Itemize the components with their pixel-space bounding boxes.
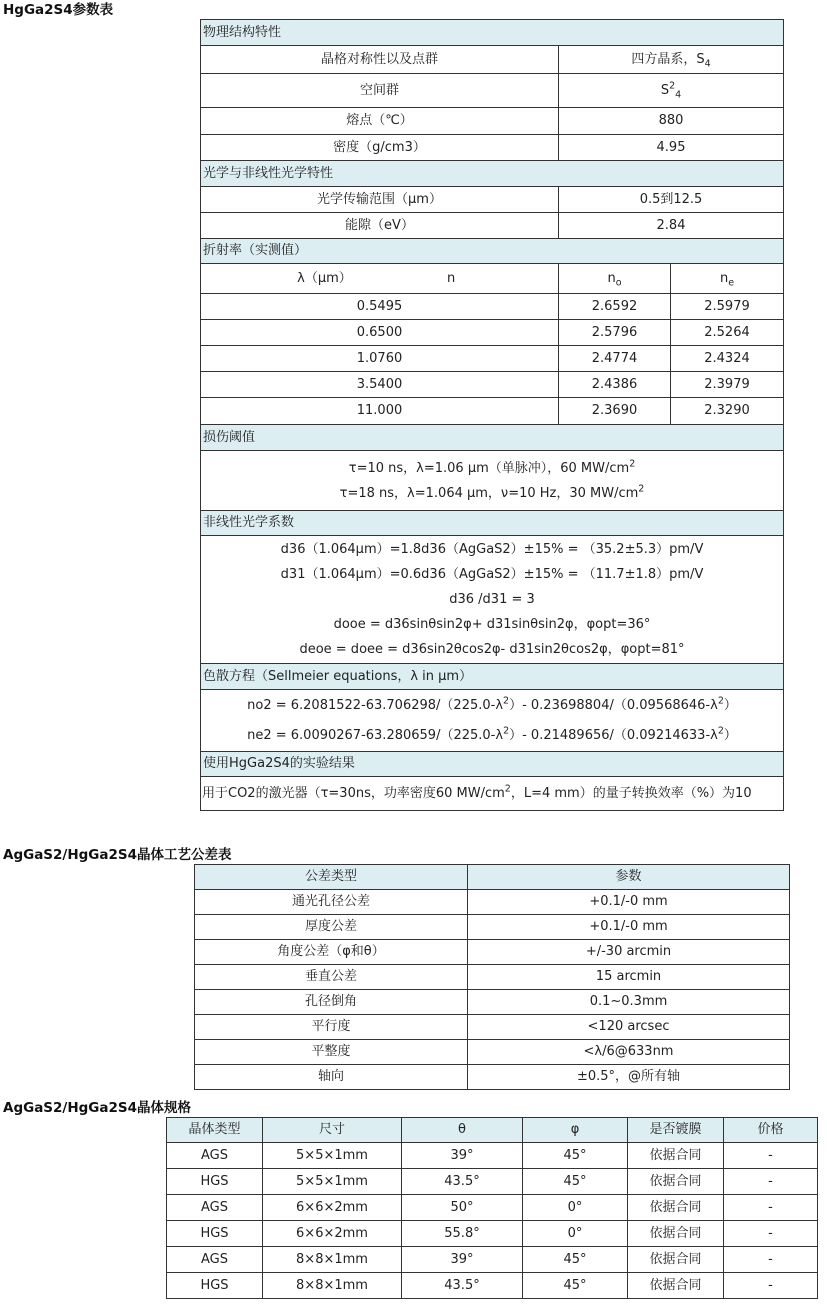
table-row — [201, 294, 784, 320]
table-row — [195, 965, 790, 990]
d36-line: d36（1.064μm）=1.8d36（AgGaS2）±15% = （35.2±5.3）pm/V — [280, 542, 704, 557]
wavelength-cell: 3.5400 — [201, 372, 559, 398]
density-value: 4.95 — [559, 135, 784, 161]
price: - — [724, 1273, 818, 1299]
tolerance-value: ±0.5°，@所有轴 — [468, 1065, 790, 1090]
size: 5×5×1mm — [263, 1143, 402, 1169]
col-phi: φ — [523, 1118, 628, 1143]
section-optical: 光学与非线性光学特性 — [201, 161, 784, 187]
no-cell: 2.5796 — [559, 320, 671, 346]
tolerance-value: 15 arcmin — [468, 965, 790, 990]
crystal-type: HGS — [167, 1169, 263, 1195]
d31-line: d31（1.064μm）=0.6d36（AgGaS2）±15% = （11.7±1.8）pm/V — [280, 567, 704, 582]
ne-cell: 2.5979 — [671, 294, 784, 320]
refr-col-ne: $n_e$ — [671, 264, 784, 294]
transmission-label: 光学传输范围（μm） — [201, 187, 559, 213]
col-size: 尺寸 — [263, 1118, 402, 1143]
table-row — [201, 372, 784, 398]
size: 5×5×1mm — [263, 1169, 402, 1195]
tolerance-type: 平整度 — [195, 1040, 468, 1065]
no2-equation: $no2 = 6.2081522-63.706298/(225.0-\lambda^2)-$ $0.23698804/(0.09568646-\lambda^2)$ — [247, 695, 737, 713]
damage-line-1: τ=10 ns，λ=1.06 μm（单脉冲），60 $MW/cm^2$ — [348, 458, 636, 476]
size: 6×6×2mm — [263, 1221, 402, 1247]
crystal-type: AGS — [167, 1195, 263, 1221]
table-row — [167, 1221, 818, 1247]
table-row — [201, 398, 784, 425]
hgga2s4-params-table — [200, 19, 784, 811]
col-theta: θ — [402, 1118, 523, 1143]
col-tolerance-type: 公差类型 — [195, 865, 468, 890]
coating: 依据合同 — [628, 1221, 724, 1247]
tolerance-value: +0.1/-0 mm — [468, 915, 790, 940]
table-row — [195, 940, 790, 965]
tolerance-value: +/-30 arcmin — [468, 940, 790, 965]
wavelength-cell: 0.5495 — [201, 294, 559, 320]
tolerance-table — [194, 864, 790, 1090]
coating: 依据合同 — [628, 1143, 724, 1169]
bandgap-label: 能隙（eV） — [201, 213, 559, 239]
coating: 依据合同 — [628, 1195, 724, 1221]
table-row — [167, 1273, 818, 1299]
theta: 55.8° — [402, 1221, 523, 1247]
table-row — [167, 1247, 818, 1273]
section-nonlinear-coefficients: 非线性光学系数 — [201, 511, 784, 536]
damage-threshold-values — [201, 451, 784, 511]
bandgap-value: 2.84 — [559, 213, 784, 239]
tolerance-type: 厚度公差 — [195, 915, 468, 940]
ne-cell: 2.3979 — [671, 372, 784, 398]
crystal-type: HGS — [167, 1273, 263, 1299]
phi: 45° — [523, 1169, 628, 1195]
table-row — [195, 890, 790, 915]
dooe-line: dooe = d36sinθsin2φ+ d31sinθsin2φ，φopt=36° — [333, 617, 651, 632]
space-group-value: $S^2_4$ — [559, 74, 784, 108]
specs-table-heading: AgGaS2/HgGa2S4晶体规格 — [3, 1100, 192, 1116]
table-row — [195, 1065, 790, 1090]
refr-col-header: λ（μm） n — [201, 264, 559, 294]
tolerance-type: 垂直公差 — [195, 965, 468, 990]
melting-point-label: 熔点（℃） — [201, 108, 559, 135]
tolerance-type: 角度公差（φ和θ） — [195, 940, 468, 965]
table-row — [167, 1169, 818, 1195]
phi: 0° — [523, 1221, 628, 1247]
tolerance-value: 0.1~0.3mm — [468, 990, 790, 1015]
table-row — [195, 1040, 790, 1065]
price: - — [724, 1195, 818, 1221]
params-table-heading: HgGa2S4参数表 — [3, 2, 114, 18]
melting-point-value: 880 — [559, 108, 784, 135]
size: 8×8×1mm — [263, 1273, 402, 1299]
theta: 43.5° — [402, 1273, 523, 1299]
wavelength-cell: 0.6500 — [201, 320, 559, 346]
tolerance-table-heading: AgGaS2/HgGa2S4晶体工艺公差表 — [3, 847, 232, 863]
col-parameter: 参数 — [468, 865, 790, 890]
wavelength-cell: 1.0760 — [201, 346, 559, 372]
no-cell: 2.3690 — [559, 398, 671, 425]
col-coating: 是否镀膜 — [628, 1118, 724, 1143]
table-row — [167, 1195, 818, 1221]
lattice-label: 晶格对称性以及点群 — [201, 46, 559, 74]
density-label: 密度（g/cm3） — [201, 135, 559, 161]
tolerance-value: +0.1/-0 mm — [468, 890, 790, 915]
experimental-result-text: 用于CO2的激光器（τ=30ns，功率密度60 $MW/cm^2$，L=4 mm）的量子转换效率（%）为10 — [201, 777, 784, 811]
space-group-label: 空间群 — [201, 74, 559, 108]
tolerance-type: 平行度 — [195, 1015, 468, 1040]
phi: 0° — [523, 1195, 628, 1221]
crystal-type: AGS — [167, 1247, 263, 1273]
sellmeier-equations — [201, 690, 784, 752]
col-price: 价格 — [724, 1118, 818, 1143]
deoe-line: deoe = doee = d36sin2θcos2φ- d31sin2θcos2φ，φopt=81° — [299, 642, 685, 657]
section-physical: 物理结构特性 — [201, 20, 784, 46]
table-row — [167, 1143, 818, 1169]
damage-line-2: τ=18 ns，λ=1.064 μm，ν=10 Hz，30 $MW/cm^2$ — [339, 483, 645, 501]
tolerance-type: 孔径倒角 — [195, 990, 468, 1015]
tolerance-type: 通光孔径公差 — [195, 890, 468, 915]
price: - — [724, 1143, 818, 1169]
theta: 43.5° — [402, 1169, 523, 1195]
section-experimental-results: 使用HgGa2S4的实验结果 — [201, 752, 784, 777]
transmission-value: 0.5到12.5 — [559, 187, 784, 213]
size: 8×8×1mm — [263, 1247, 402, 1273]
table-row — [201, 320, 784, 346]
no-cell: 2.6592 — [559, 294, 671, 320]
ratio-line: d36 /d31 = 3 — [449, 592, 535, 607]
tolerance-value: <λ/6@633nm — [468, 1040, 790, 1065]
refr-col-no: $n_o$ — [559, 264, 671, 294]
section-damage-threshold: 损伤阈值 — [201, 425, 784, 451]
no-cell: 2.4774 — [559, 346, 671, 372]
ne-cell: 2.3290 — [671, 398, 784, 425]
table-row — [195, 990, 790, 1015]
section-sellmeier: 色散方程（Sellmeier equations，λ in μm） — [201, 664, 784, 690]
ne-cell: 2.5264 — [671, 320, 784, 346]
price: - — [724, 1247, 818, 1273]
ne-cell: 2.4324 — [671, 346, 784, 372]
table-row — [195, 1015, 790, 1040]
lattice-value: 四方晶系，$S_4$ — [559, 46, 784, 74]
price: - — [724, 1221, 818, 1247]
ne2-equation: $ne2 = 6.0090267-63.280659/(225.0-\lambda^2)-$ $0.21489656/(0.09214633-\lambda^2)$ — [247, 725, 737, 743]
phi: 45° — [523, 1247, 628, 1273]
crystal-type: AGS — [167, 1143, 263, 1169]
size: 6×6×2mm — [263, 1195, 402, 1221]
table-row — [201, 346, 784, 372]
theta: 50° — [402, 1195, 523, 1221]
price: - — [724, 1169, 818, 1195]
tolerance-value: <120 arcsec — [468, 1015, 790, 1040]
coating: 依据合同 — [628, 1273, 724, 1299]
crystal-specs-table — [166, 1117, 818, 1299]
theta: 39° — [402, 1247, 523, 1273]
theta: 39° — [402, 1143, 523, 1169]
phi: 45° — [523, 1143, 628, 1169]
wavelength-cell: 11.000 — [201, 398, 559, 425]
coating: 依据合同 — [628, 1169, 724, 1195]
nonlinear-coefficients — [201, 536, 784, 664]
crystal-type: HGS — [167, 1221, 263, 1247]
tolerance-type: 轴向 — [195, 1065, 468, 1090]
phi: 45° — [523, 1273, 628, 1299]
table-row — [195, 915, 790, 940]
section-refractive-index: 折射率（实测值） — [201, 239, 784, 264]
col-crystal-type: 晶体类型 — [167, 1118, 263, 1143]
coating: 依据合同 — [628, 1247, 724, 1273]
no-cell: 2.4386 — [559, 372, 671, 398]
